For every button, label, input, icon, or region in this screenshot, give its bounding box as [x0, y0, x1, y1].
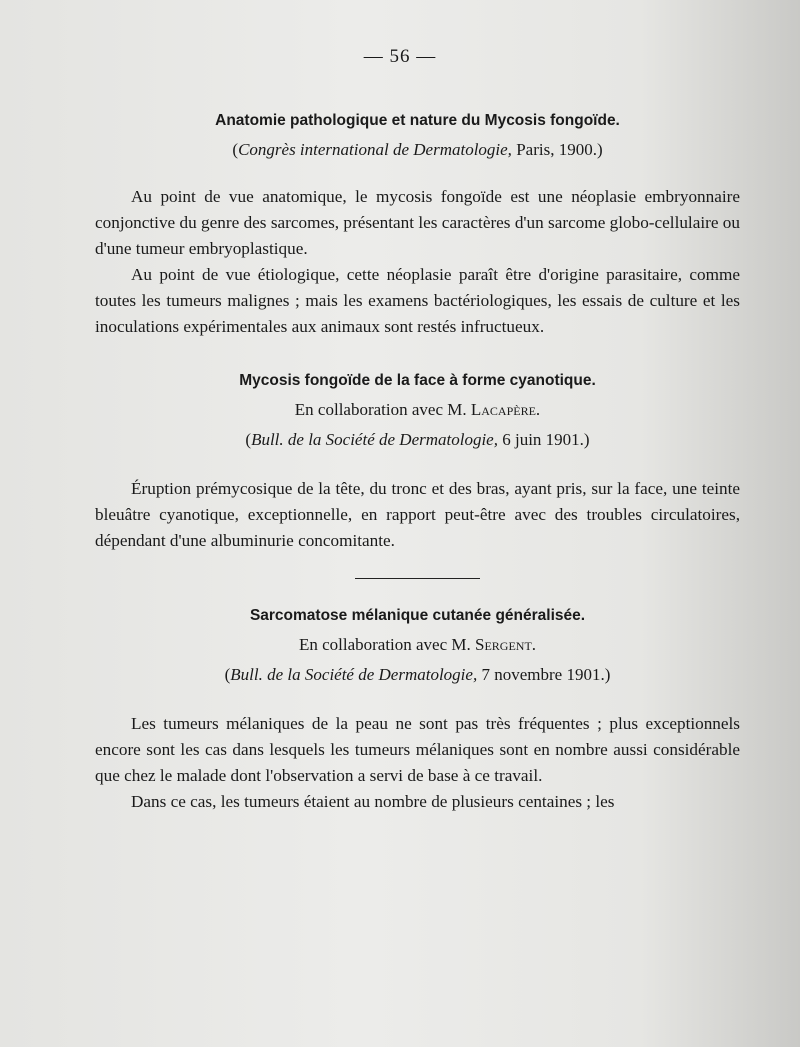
- collaboration-line: [95, 398, 740, 422]
- page-number: — 56 —: [363, 46, 437, 67]
- section-sarcomatose: [95, 605, 740, 815]
- collaboration-prefix: En collaboration avec M.: [298, 635, 476, 654]
- section-heading: Anatomie pathologique et nature du Mycosis fongoïde.: [215, 112, 620, 129]
- citation-open: (: [232, 140, 239, 159]
- paragraph: Dans ce cas, les tumeurs étaient au nombre de plusieurs centaines ; les: [131, 792, 615, 811]
- collaboration-line: [95, 633, 740, 657]
- section-anatomie: [95, 110, 740, 340]
- citation-source: Congrès international de Dermatologie,: [238, 140, 512, 159]
- collaborator-name: Sergent.: [475, 635, 537, 654]
- section-citation: [95, 663, 740, 687]
- section-citation: [95, 428, 740, 452]
- paragraph: Éruption prémycosique de la tête, du tronc et des bras, ayant pris, sur la face, une teinte bleuâtre cyanotique, exceptionnelle, en rapport peut-être avec des troubles circulatoires, dépendant d'une albuminurie concomitante.: [95, 479, 740, 550]
- collaborator-name: Lacapère.: [470, 400, 541, 419]
- citation-source: Bull. de la Société de Dermatologie,: [230, 665, 478, 684]
- section-citation: [95, 138, 740, 162]
- section-mycosis-face: [95, 370, 740, 554]
- citation-open: (: [224, 665, 231, 684]
- paragraph: Au point de vue étiologique, cette néoplasie paraît être d'origine parasitaire, comme toutes les tumeurs malignes ; mais les examens bactériologiques, les essais de culture et les inoculations expérimentales aux animaux sont restés infructueux.: [95, 265, 740, 336]
- section-divider: [355, 578, 480, 579]
- citation-source: Bull. de la Société de Dermatologie,: [251, 430, 498, 449]
- citation-date: Paris, 1900.): [511, 140, 603, 159]
- section-heading: Mycosis fongoïde de la face à forme cyanotique.: [239, 372, 596, 389]
- paragraph: Les tumeurs mélaniques de la peau ne sont pas très fréquentes ; plus exceptionnels encore sont les cas dans lesquels les tumeurs mélaniques sont en nombre aussi considérable que chez le malade dont l'observation a servi de base à ce travail.: [95, 714, 740, 785]
- page-content: [95, 110, 740, 815]
- paragraph: Au point de vue anatomique, le mycosis fongoïde est une néoplasie embryonnaire conjonctive du genre des sarcomes, présentant les caractères d'un sarcome globo-cellulaire ou d'une tumeur embryoplastique.: [95, 187, 740, 258]
- citation-open: (: [245, 430, 252, 449]
- citation-date: 7 novembre 1901.): [477, 665, 611, 684]
- section-heading: Sarcomatose mélanique cutanée généralisée.: [249, 607, 586, 624]
- citation-date: 6 juin 1901.): [497, 430, 590, 449]
- collaboration-prefix: En collaboration avec M.: [294, 400, 471, 419]
